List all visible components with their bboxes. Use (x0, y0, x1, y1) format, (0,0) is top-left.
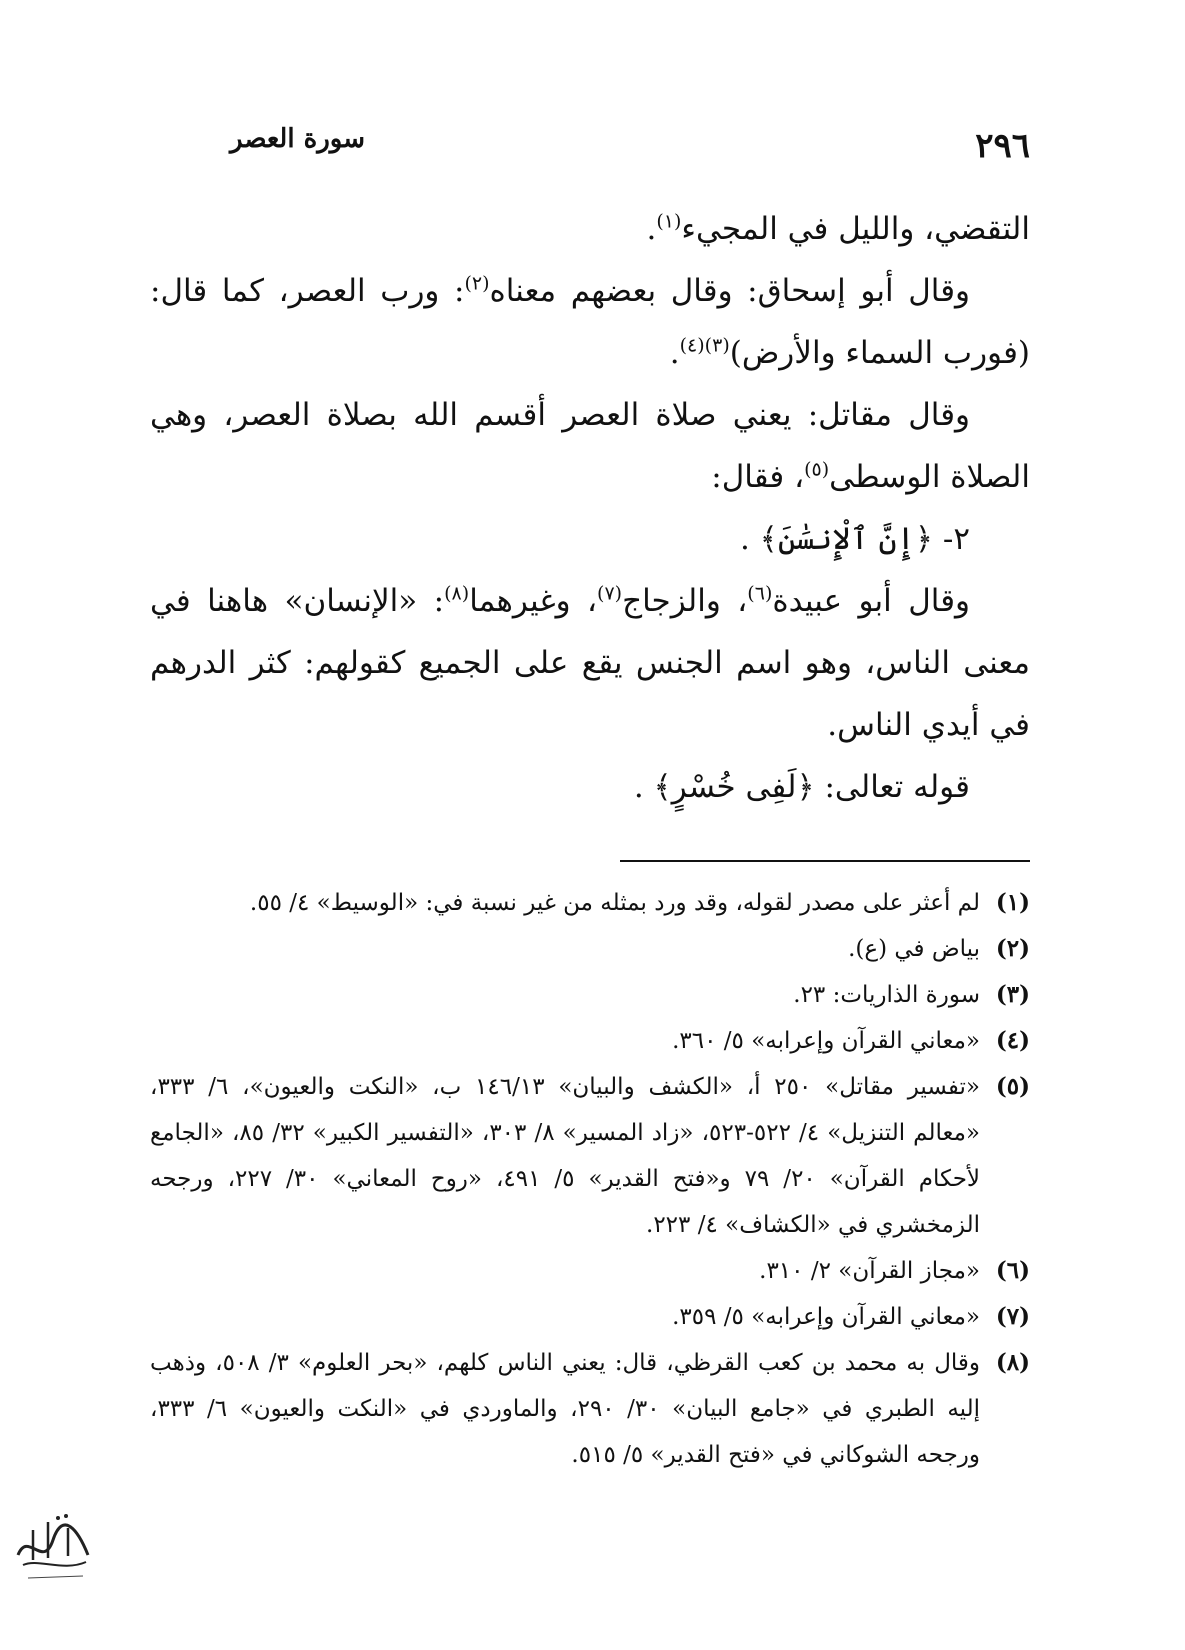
text-span: ، والزجاج (622, 583, 748, 619)
text-span: : ورب العصر، كما قال: (فورب السماء والأرض) (150, 273, 1030, 371)
footnote-text: «معاني القرآن وإعرابه» ٥/ ٣٥٩. (672, 1304, 980, 1330)
footnote-divider (620, 860, 1030, 862)
verse-2 (150, 508, 1030, 570)
footnote-number: (١) (995, 889, 1030, 916)
footnote-6 (150, 1248, 1030, 1294)
footnote-2 (150, 926, 1030, 972)
surah-title: سورة العصر (230, 124, 366, 154)
footnote-1 (150, 880, 1030, 926)
footnote-number: (٧) (995, 1303, 1030, 1330)
footnote-number: (٢) (995, 935, 1030, 962)
paragraph-6 (150, 756, 1030, 818)
footnote-5 (150, 1064, 1030, 1248)
text-span: . (646, 211, 657, 247)
text-span: وقال مقاتل: يعني صلاة العصر أقسم الله بصلاة العصر، وهي الصلاة الوسطى (150, 397, 1030, 495)
paragraph-2 (150, 260, 1030, 384)
main-text (150, 198, 1030, 818)
paragraph-3 (150, 384, 1030, 508)
footnote-3 (150, 972, 1030, 1018)
paragraph-5 (150, 570, 1030, 756)
footnote-ref: (٣)(٤) (679, 334, 730, 357)
quran-verse: ٢- ﴿إِنَّ ٱلْإِنسَٰنَ﴾ . (739, 521, 970, 557)
footnote-ref: (٥) (804, 458, 830, 481)
library-stamp-logo (8, 1500, 98, 1590)
footnote-text: لم أعثر على مصدر لقوله، وقد ورد بمثله من غير نسبة في: «الوسيط» ٤/ ٥٥. (249, 890, 980, 916)
footnote-text: «مجاز القرآن» ٢/ ٣١٠. (759, 1258, 980, 1284)
footnote-number: (٦) (995, 1257, 1030, 1284)
footnote-text: سورة الذاريات: ٢٣. (793, 982, 980, 1008)
page-header (150, 118, 1030, 168)
footnote-4 (150, 1018, 1030, 1064)
paragraph-1 (150, 198, 1030, 260)
footnote-text: وقال به محمد بن كعب القرظي، قال: يعني الناس كلهم، «بحر العلوم» ٣/ ٥٠٨، وذهب إليه الطبري في «جامع البيان» ٣٠/ ٢٩٠، والماوردي في «النكت والعيون» ٦/ ٣٣٣، ورجحه الشوكاني في «فتح القدير» ٥/ ٥١٥. (150, 1350, 981, 1468)
page-number: ٢٩٦ (975, 126, 1030, 166)
footnote-text: «تفسير مقاتل» ٢٥٠ أ، «الكشف والبيان» ١٤٦/١٣ ب، «النكت والعيون»، ٦/ ٣٣٣، «معالم التنزيل» ٤/ ٥٢٢-٥٢٣، «زاد المسير» ٨/ ٣٠٣، «التفسير الكبير» ٣٢/ ٨٥، «الجامع لأحكام القرآن» ٢٠/ ٧٩ و«فتح القدير» ٥/ ٤٩١، «روح المعاني» ٣٠/ ٢٢٧، ورجحه الزمخشري في «الكشاف» ٤/ ٢٢٣. (150, 1074, 981, 1238)
text-span: وقال أبو عبيدة (772, 583, 970, 619)
footnote-number: (٥) (995, 1073, 1030, 1100)
text-span: التقضي، والليل في المجيء (681, 211, 1030, 247)
footnote-ref: (٢) (464, 272, 490, 295)
footnote-text: بياض في (ع). (848, 936, 980, 962)
text-span: وقال أبو إسحاق: وقال بعضهم معناه (489, 273, 970, 309)
footnotes (150, 880, 1030, 1478)
footnote-text: «معاني القرآن وإعرابه» ٥/ ٣٦٠. (672, 1028, 980, 1054)
footnote-number: (٨) (995, 1349, 1030, 1376)
footnote-ref: (٧) (597, 582, 623, 605)
footnote-number: (٤) (995, 1027, 1030, 1054)
text-span: ، وغيرهما (469, 583, 598, 619)
text-span: ، فقال: (711, 459, 805, 495)
quran-verse: قوله تعالى: ﴿لَفِى خُسْرٍ﴾ . (633, 769, 970, 805)
footnote-number: (٣) (995, 981, 1030, 1008)
text-span: . (669, 335, 680, 371)
footnote-ref: (٦) (747, 582, 773, 605)
footnote-7 (150, 1294, 1030, 1340)
text-span: : «الإنسان» هاهنا في معنى الناس، وهو اسم الجنس يقع على الجميع كقولهم: كثر الدرهم في أيدي الناس. (150, 583, 1030, 743)
footnote-ref: (٨) (444, 582, 470, 605)
footnote-8 (150, 1340, 1030, 1478)
footnote-ref: (١) (656, 210, 682, 233)
